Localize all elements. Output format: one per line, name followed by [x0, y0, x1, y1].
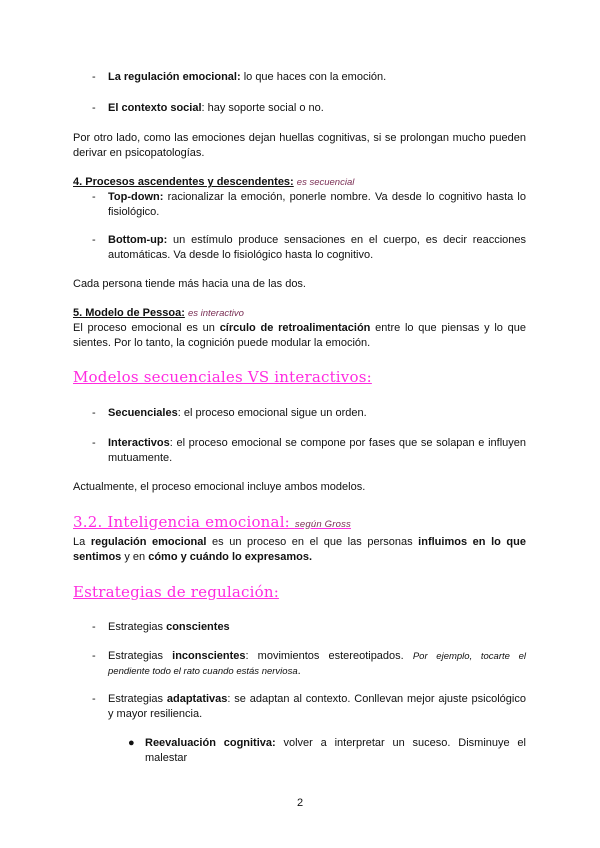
reappraisal-line1: Reevaluación cognitiva: volver a interpretar un suceso. Disminuye el [145, 737, 526, 749]
dash-marker: - [92, 234, 96, 246]
strategy-unconscious-line1: Estrategias inconscientes: movimientos estereotipados. Por ejemplo, tocarte el [108, 650, 527, 662]
section-4-closing: Cada persona tiende más hacia una de las dos. [73, 278, 306, 290]
dash-marker: - [92, 407, 96, 419]
section-4-note: es secuencial [296, 177, 355, 188]
dash-marker: - [92, 650, 96, 662]
dash-marker: - [92, 693, 96, 705]
bottomup-line1: Bottom-up: un estímulo produce sensaciones en el cuerpo, es decir reacciones [108, 234, 526, 246]
ie-paragraph-line2: sentimos y en cómo y cuándo lo expresamos. [73, 551, 313, 563]
strategy-adaptive-line2: y mayor resiliencia. [108, 708, 203, 720]
model-sequential: Secuenciales: el proceso emocional sigue un orden. [108, 407, 367, 419]
dash-marker: - [92, 437, 96, 449]
model-interactive-line1: Interactivos: el proceso emocional se compone por fases que se solapan e influyen [108, 437, 526, 449]
section-4-title: 4. Procesos ascendentes y descendentes: es secuencial [73, 176, 355, 188]
heading-models: Modelos secuenciales VS interactivos: [73, 368, 372, 386]
heading-ie-note: según Gross [294, 519, 351, 530]
list-item-emotional-regulation: La regulación emocional: lo que haces con la emoción. [108, 71, 387, 83]
paragraph-cognitive-line1: Por otro lado, como las emociones dejan huellas cognitivas, si se prolongan mucho pueden [73, 132, 526, 144]
section-5-line2: sientes. Por lo tanto, la cognición puede modular la emoción. [73, 337, 371, 349]
reappraisal-line2: malestar [145, 752, 188, 764]
section-5-title: 5. Modelo de Pessoa: es interactivo [73, 307, 244, 319]
heading-emotional-intelligence: 3.2. Inteligencia emocional: según Gross [73, 513, 351, 531]
list-item-social-context: El contexto social: hay soporte social o no. [108, 102, 324, 114]
dash-marker: - [92, 102, 96, 114]
section-5-note: es interactivo [187, 308, 244, 319]
bullet-marker: ● [128, 737, 135, 749]
strategy-adaptive-line1: Estrategias adaptativas: se adaptan al contexto. Conllevan mejor ajuste psicológico [108, 693, 526, 705]
paragraph-cognitive-line2: derivar en psicopatologías. [73, 147, 205, 159]
strategy-unconscious-line2: pendiente todo el rato cuando estás nerviosa. [108, 665, 301, 677]
heading-strategies: Estrategias de regulación: [73, 583, 279, 601]
strategy-conscious: Estrategias conscientes [108, 621, 230, 633]
topdown-line2: fisiológico. [108, 206, 160, 218]
ie-paragraph-line1: La regulación emocional es un proceso en el que las personas influimos en lo que [73, 536, 526, 548]
model-interactive-line2: mutuamente. [108, 452, 173, 464]
dash-marker: - [92, 621, 96, 633]
topdown-line1: Top-down: racionalizar la emoción, ponerle nombre. Va desde lo cognitivo hasta lo [108, 191, 526, 203]
bottomup-line2: automáticas. Va desde lo fisiológico hasta lo cognitivo. [108, 249, 374, 261]
models-closing: Actualmente, el proceso emocional incluye ambos modelos. [73, 481, 366, 493]
dash-marker: - [92, 191, 96, 203]
dash-marker: - [92, 71, 96, 83]
page-number: 2 [296, 797, 304, 809]
section-5-line1: El proceso emocional es un círculo de retroalimentación entre lo que piensas y lo que [73, 322, 526, 334]
